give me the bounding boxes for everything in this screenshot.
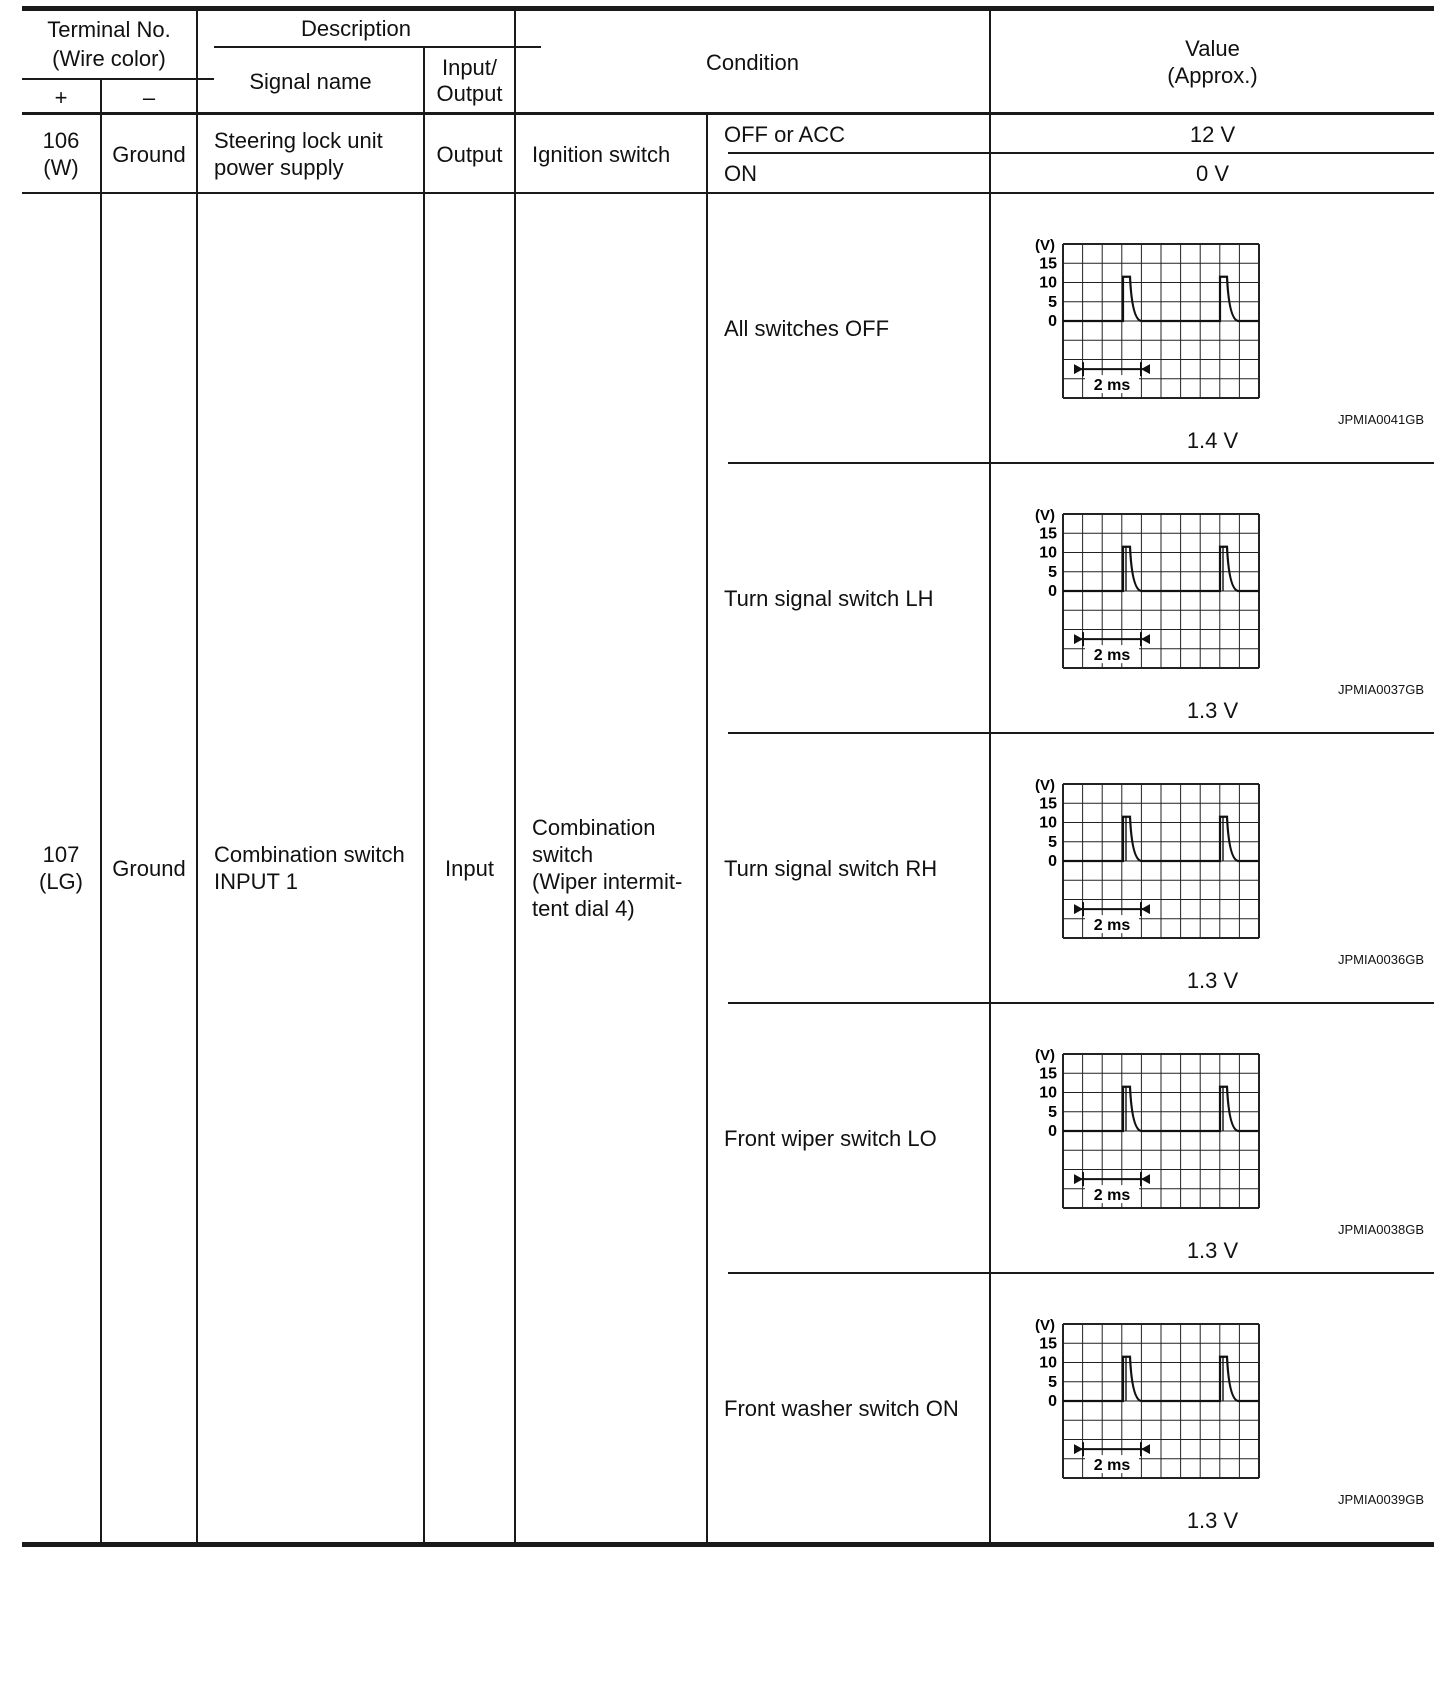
- row107-value-cell-4: [991, 1004, 1434, 1272]
- time-scale-label: 2 ms: [1093, 377, 1131, 395]
- figure-id: JPMIA0036GB: [1338, 952, 1424, 967]
- time-scale-arrow: [1074, 1444, 1083, 1454]
- table-bottom-rule: [22, 1542, 1434, 1547]
- time-scale-arrow: [1141, 904, 1150, 914]
- row106-terminal-number: 106: [42, 128, 80, 153]
- header-io-line2: Output: [436, 81, 503, 106]
- header-terminal-no: [22, 10, 196, 78]
- y-tick-label: 0: [1048, 1123, 1057, 1140]
- row107-sub-condition-1: All switches OFF: [724, 315, 890, 341]
- row107-signal-name: [198, 194, 423, 1542]
- row106-value-1: 12 V: [1189, 121, 1236, 147]
- waveform-chart: [1031, 1044, 1271, 1214]
- time-scale-label: 2 ms: [1093, 917, 1131, 935]
- row107-value-cell-1: [991, 194, 1434, 462]
- waveform-chart: [1031, 504, 1271, 674]
- header-condition: Condition: [706, 49, 799, 75]
- value-reading: 1.3 V: [1186, 968, 1239, 993]
- y-tick-label: 15: [1039, 1335, 1057, 1353]
- y-tick-label: 0: [1048, 853, 1057, 870]
- y-unit-label: (V): [1035, 507, 1055, 524]
- y-tick-label: 5: [1048, 1103, 1057, 1121]
- time-scale-label: 2 ms: [1093, 1457, 1131, 1475]
- y-tick-label: 0: [1048, 1393, 1057, 1410]
- header-plus: +: [54, 84, 68, 110]
- row107-sub-condition-2: Turn signal switch LH: [724, 585, 934, 611]
- row106-signal-line2: power supply: [214, 155, 344, 180]
- value-reading: 1.3 V: [1186, 1238, 1239, 1263]
- time-scale-label: 2 ms: [1093, 647, 1131, 665]
- time-scale-arrow: [1141, 1174, 1150, 1184]
- header-value-line2: (Approx.): [1167, 63, 1258, 88]
- row107-signal-line1: Combination switch: [214, 842, 405, 867]
- value-reading: 1.3 V: [1186, 698, 1239, 723]
- header-wire-color-label: (Wire color): [52, 46, 166, 71]
- row106-wire-color: (W): [43, 155, 79, 180]
- waveform-chart: [1031, 774, 1271, 944]
- row107-value-cell-3: [991, 734, 1434, 1002]
- y-tick-label: 10: [1039, 1084, 1057, 1102]
- row107-terminal-number: 107: [42, 842, 80, 867]
- waveform-chart: [1031, 234, 1271, 404]
- time-scale-arrow: [1074, 1174, 1083, 1184]
- row107-condition-line2: switch: [532, 842, 594, 867]
- header-io-line1: Input/: [441, 55, 498, 80]
- time-scale-arrow: [1074, 634, 1083, 644]
- time-scale-arrow: [1141, 634, 1150, 644]
- header-value: [991, 10, 1434, 114]
- y-tick-label: 15: [1039, 795, 1057, 813]
- header-signal-name: Signal name: [249, 68, 372, 94]
- y-tick-label: 10: [1039, 544, 1057, 562]
- row107-sub-condition-5: Front washer switch ON: [724, 1395, 959, 1421]
- header-value-line1: Value: [1185, 36, 1240, 61]
- y-unit-label: (V): [1035, 1047, 1055, 1064]
- row106-signal-name: [198, 116, 423, 192]
- header-input-output: [425, 48, 514, 114]
- y-tick-label: 15: [1039, 525, 1057, 543]
- row107-value-cell-2: [991, 464, 1434, 732]
- y-unit-label: (V): [1035, 237, 1055, 254]
- figure-id: JPMIA0037GB: [1338, 682, 1424, 697]
- y-tick-label: 15: [1039, 255, 1057, 273]
- row107-condition-line4: tent dial 4): [532, 896, 635, 921]
- y-tick-label: 15: [1039, 1065, 1057, 1083]
- row107-condition: [516, 194, 706, 1542]
- terminal-table: [22, 6, 1434, 1671]
- y-tick-label: 5: [1048, 833, 1057, 851]
- row106-minus: Ground: [112, 141, 186, 167]
- y-tick-label: 5: [1048, 563, 1057, 581]
- row107-sub-condition-4: Front wiper switch LO: [724, 1125, 937, 1151]
- time-scale-label: 2 ms: [1093, 1187, 1131, 1205]
- y-tick-label: 10: [1039, 274, 1057, 292]
- row107-condition-line3: (Wiper intermit-: [532, 869, 683, 894]
- y-tick-label: 5: [1048, 1373, 1057, 1391]
- value-reading: 1.3 V: [1186, 1508, 1239, 1533]
- y-unit-label: (V): [1035, 1317, 1055, 1334]
- row106-sub-condition-1: OFF or ACC: [724, 121, 846, 147]
- y-tick-label: 10: [1039, 814, 1057, 832]
- row107-minus: Ground: [112, 855, 186, 881]
- row107-sub-condition-3: Turn signal switch RH: [724, 855, 938, 881]
- figure-id: JPMIA0041GB: [1338, 412, 1424, 427]
- time-scale-arrow: [1141, 364, 1150, 374]
- row107-io: Input: [445, 855, 494, 881]
- row106-io: Output: [436, 141, 503, 167]
- row107-condition-line1: Combination: [532, 815, 656, 840]
- figure-id: JPMIA0039GB: [1338, 1492, 1424, 1507]
- y-tick-label: 5: [1048, 293, 1057, 311]
- row106-value-2: 0 V: [1195, 160, 1230, 186]
- time-scale-arrow: [1074, 364, 1083, 374]
- header-minus: –: [142, 84, 156, 110]
- value-reading: 1.4 V: [1186, 428, 1239, 453]
- y-tick-label: 0: [1048, 583, 1057, 600]
- header-terminal-label: Terminal No.: [47, 17, 171, 42]
- time-scale-arrow: [1141, 1444, 1150, 1454]
- header-description: Description: [300, 15, 412, 41]
- row107-wire-color: (LG): [39, 869, 83, 894]
- row106-condition: Ignition switch: [532, 141, 671, 167]
- y-tick-label: 10: [1039, 1354, 1057, 1372]
- row106-sub-condition-2: ON: [724, 160, 757, 186]
- y-tick-label: 0: [1048, 313, 1057, 330]
- row107-value-cell-5: [991, 1274, 1434, 1542]
- y-unit-label: (V): [1035, 777, 1055, 794]
- waveform-chart: [1031, 1314, 1271, 1484]
- row107-signal-line2: INPUT 1: [214, 869, 298, 894]
- figure-id: JPMIA0038GB: [1338, 1222, 1424, 1237]
- row107-terminal: [22, 194, 100, 1542]
- row106-terminal: [22, 116, 100, 192]
- time-scale-arrow: [1074, 904, 1083, 914]
- row106-signal-line1: Steering lock unit: [214, 128, 383, 153]
